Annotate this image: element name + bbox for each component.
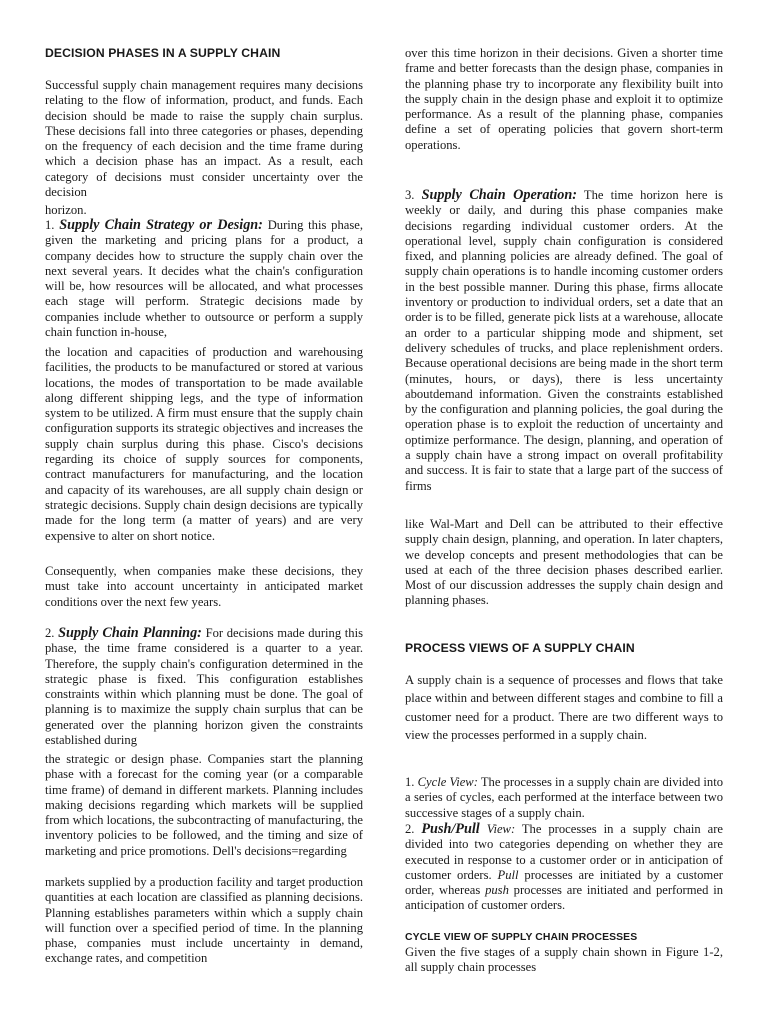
phase-3-title: Supply Chain Operation: — [421, 187, 578, 203]
process-views-paragraph: A supply chain is a sequence of processes and flows that take place within and between different stages and combine to fill a customer need for a product. There are two different ways to view the processes performed in a supply chain. — [405, 673, 723, 743]
phase-1-paragraph: 1. Supply Chain Strategy or Design: During this phase, given the marketing and pricing plans for a product, a company decides how to structure the supply chain over the next several years. It decides what the chain's configuration will be, how resources will be allocated, and what processes each stage will perform. Strategic decisions made by companies include whether to outsource or perform a supply chain function in-house, — [45, 217, 363, 340]
cycle-view-title: Cycle View: — [417, 775, 478, 789]
phase-2-ending: over this time horizon in their decisions. Given a shorter time frame and better forecasts than the design phase, companies in the planning phase try to incorporate any flexibility built into the supply chain in the design phase and exploit it to optimize performance. As a result of the planning phase, companies define a set of operating policies that govern short-term operations. — [405, 46, 723, 152]
push-pull-paragraph: 2. Push/Pull View: The processes in a supply chain are divided into two categories depending on whether they are executed in response to a customer order or in anticipation of customer orders. Pull processes are initiated by a customer order, whereas push processes are initiated and performed in anticipation of customer orders. — [405, 821, 723, 913]
phase-2-markets: markets supplied by a production facility and target production quantities at each location are classified as planning decisions. Planning establishes parameters within which a supply chain will function over a specified period of time. In the planning phase, companies must include uncertainty in demand, exchange rates, and competition — [45, 875, 363, 966]
phase-3-continuation: like Wal-Mart and Dell can be attributed to their effective supply chain design, planning, and operation. In later chapters, we develop concepts and present methodologies that can be used at each of the three decision phases described earlier. Most of our discussion addresses the supply chain design and planning phases. — [405, 517, 723, 608]
phase-2-continuation: the strategic or design phase. Companies start the planning phase with a forecast for the coming year (or a comparable time frame) of demand in different markets. Planning includes making decisions regarding which markets will be supplied from which locations, the subcontracting of manufacturing, the inventory policies to be followed, and the timing and size of marketing and price promotions. Dell's decisions=regarding — [45, 752, 363, 858]
phase-2-title: Supply Chain Planning: — [58, 625, 202, 641]
push-pull-title: Push/Pull — [421, 821, 480, 837]
cycle-view-paragraph: 1. Cycle View: The processes in a supply chain are divided into a series of cycles, each performed at the interface between two successive stages of a supply chain. — [405, 775, 724, 820]
section-heading-decision-phases: DECISION PHASES IN A SUPPLY CHAIN — [45, 46, 281, 60]
intro-paragraph: Successful supply chain management requires many decisions relating to the flow of information, product, and funds. Each decision should be made to raise the supply chain surplus. These decisions fall into three categories or phases, depending on the frequency of each decision and the time frame during which a decision phase has an impact. As a result, each category of decisions must consider uncertainty over the decision — [45, 78, 363, 200]
section-heading-process-views: PROCESS VIEWS OF A SUPPLY CHAIN — [405, 641, 635, 655]
phase-2-paragraph: 2. Supply Chain Planning: For decisions made during this phase, the time frame considered is a quarter to a year. Therefore, the supply chain's configuration determined in the strategic phase is fixed. This configuration establishes constraints within which planning must be done. The goal of planning is to maximize the supply chain surplus that can be generated over the planning horizon given the constraints established during — [45, 625, 363, 748]
phase-1-consequence: Consequently, when companies make these decisions, they must take into account uncertainty in anticipated market conditions over the next few years. — [45, 564, 363, 609]
intro-paragraph-tail: horizon. — [45, 203, 87, 217]
phase-3-paragraph: 3. Supply Chain Operation: The time horizon here is weekly or daily, and during this phase companies make decisions regarding individual customer orders. At the operational level, supply chain configuration is considered fixed, and planning policies are already defined. The goal of supply chain operations is to handle incoming customer orders in the best possible manner. During this phase, firms allocate inventory or production to individual orders, set a date that an order is to be filled, generate pick lists at a warehouse, allocate an order to a particular shipping mode and shipment, set delivery schedules of trucks, and place replenishment orders. Because operational decisions are being made in the short term (minutes, hours, or days), there is less uncertainty aboutdemand information. Given the constraints established by the configuration and planning policies, the goal during the operation phase is to exploit the reduction of uncertainty and optimize performance. The design, planning, and operation of a supply chain have a strong impact on overall profitability and success. It is fair to state that a large part of the success of firms — [405, 187, 723, 493]
phase-1-title: Supply Chain Strategy or Design: — [59, 217, 263, 233]
cycle-view-intro: Given the five stages of a supply chain shown in Figure 1-2, all supply chain processes — [405, 945, 723, 975]
section-heading-cycle-view: CYCLE VIEW OF SUPPLY CHAIN PROCESSES — [405, 932, 638, 943]
phase-1-continuation: the location and capacities of production and warehousing facilities, the products to be manufactured or stored at various locations, the modes of transportation to be made available along different shipping legs, and the type of information system to be utilized. A firm must ensure that the supply chain configuration supports its strategic objectives and increases the supply chain surplus during this phase. Cisco's decisions regarding its choice of supply sources for components, contract manufacturers for manufacturing, and the location and capacity of its warehouses, are all supply chain design or strategic decisions. Supply chain design decisions are typically made for the long term (a matter of years) and are very expensive to alter on short notice. — [45, 345, 363, 543]
